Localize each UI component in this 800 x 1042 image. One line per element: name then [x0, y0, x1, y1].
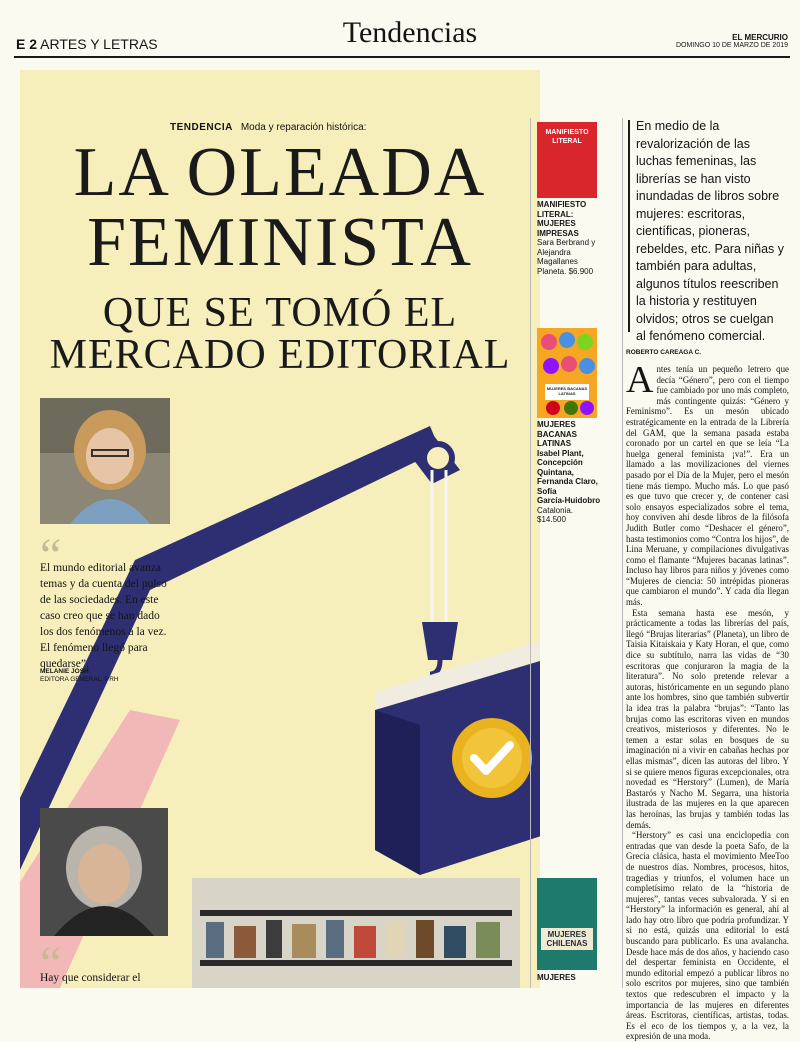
- book-cover-mujeres-chilenas: [537, 878, 597, 970]
- book-1-title-3: MUJERES: [537, 219, 576, 228]
- quote-mark-icon: “: [40, 529, 62, 582]
- portrait-image: [40, 398, 170, 524]
- book-1-publisher: Planeta. $6.900: [537, 266, 594, 276]
- book-caption-3: [537, 973, 621, 983]
- crane-pulley: [424, 444, 452, 472]
- body-paragraph-1: ntes tenía un pequeño letrero que decía “Género”, pero con el tiempo fue cambiado por uno más completo, más contingente quizás: “Género y Feminismo”. Es un mesón ubicado estratégicamente en la entrada de la Librería del GAM, que la semana pasada estaba coronado por un cartel en que se leía “La huelga general feminista ¡va!”. Era un llamado a las movilizaciones del viernes pasado por el Día de la Mujer, pero el mesón tiene más tiempo. Mucho más. Lo que pasó es que tuvo que crecer y, de contener casi solo ensayos especializados sobre el tema, hoy conviven ahí desde libros de la filósofa Judith Butler como “Deshacer el género”, hasta testimonios como “Contra los hijos”, de Lina Meruane, y compilaciones divulgativas como el flamante “Mujeres bacanas latinas”. Incluso hay libros para niños y jóvenes como “Mujeres de ciencia: 50 intrépidas pioneras que cambiaron el mundo”. Y cada día llegan más.: [626, 364, 789, 608]
- book-2-author-6: García-Huidobro: [537, 496, 601, 505]
- publication-date: DOMINGO 10 DE MARZO DE 2019: [675, 42, 788, 49]
- book-1-author-3: Magallanes: [537, 257, 578, 266]
- column-divider: [622, 118, 623, 988]
- book-3-title-1: MUJERES: [537, 973, 576, 982]
- byline: ROBERTO CAREAGA C.: [626, 349, 702, 356]
- book-2-price: $14.500: [537, 515, 566, 524]
- book-cover-mujeres-bacanas: [537, 328, 597, 418]
- book-caption-1: [537, 200, 621, 276]
- kicker-label: TENDENCIA: [170, 122, 233, 133]
- kicker: [170, 122, 366, 133]
- portrait-image: [40, 808, 168, 936]
- section-name: ARTES Y LETRAS: [40, 36, 158, 52]
- headline-line-2: FEMINISTA: [87, 204, 473, 281]
- book-2-title-2: BACANAS: [537, 429, 577, 439]
- quote-1-role: EDITORA GENERAL, PRH: [40, 676, 119, 683]
- book-2-title-1: MUJERES: [537, 420, 576, 429]
- book-caption-2: [537, 420, 621, 525]
- page-number: E 2: [16, 36, 38, 52]
- subheadline-line-1: QUE SE TOMÓ EL: [102, 290, 458, 336]
- drop-cap: A: [626, 359, 654, 401]
- book-1-author-2: Alejandra: [537, 247, 571, 257]
- book-cover-text: MANIFIESTO LITERAL: [545, 129, 589, 145]
- article-lede: En medio de la revalorización de las luchas femeninas, las librerías se han visto inundadas de libros sobre mujeres: escritoras, científicas, pioneras, rebeldes, etc. Para niñas y también para adultas, algunos títulos reescriben la historia y restituyen olvidos; otros se cuelgan al fenómeno comercial.: [636, 119, 784, 343]
- book-cover-text: MUJERES CHILENAS: [541, 928, 593, 950]
- book-2-author-2: Concepción: [537, 458, 583, 467]
- column-divider: [530, 118, 531, 988]
- headline: [20, 134, 540, 281]
- body-paragraph-3: “Herstory” es casi una enciclopedia con entradas que van desde la poeta Safo, de la Grecia clásica, hasta el movimiento MeeToo de nuestros días. Nombres, procesos, hitos, tragedias y triunfos, el volumen hace un completísimo relato de la “historia de mujeres”, tantas veces subvalorada. Y si en “Herstory” la información es general, ahí al lado hay otro libro que podría profundizar. Y si no está, quizás una editorial lo está buscando para publicarlo. Es una avalancha. Desde hace más de dos años, y haciendo caso del despertar feminista en Occidente, el mundo editorial empezó a publicar libros no solo escritos por mujeres, sino que también textos que redescubren el impacto y la importancia de las mujeres en diferentes áreas. Escritoras, científicas, artistas, todas. Es el eco de los tiempos y, a la vez, la expresión de una moda.: [626, 830, 789, 1042]
- book-1-title-2: LITERAL:: [537, 209, 574, 219]
- subheadline: [20, 292, 540, 376]
- quote-1-credit: [40, 668, 170, 684]
- header-rule: [14, 56, 790, 58]
- book-1-title-4: IMPRESAS: [537, 228, 579, 238]
- pull-quote-1: El mundo editorial avanza temas y da cuenta del pulso de las sociedades. En este caso creo que se han dado los dos fenómenos a la vez. El fenómeno llegó para quedarse”.: [40, 562, 167, 670]
- pull-quote-2: Hay que considerar el: [40, 972, 141, 984]
- portrait-photo-2: [40, 808, 168, 936]
- crane-hook: [422, 622, 458, 660]
- book-1-title-1: MANIFIESTO: [537, 200, 587, 209]
- subheadline-line-2: MERCADO EDITORIAL: [49, 332, 511, 378]
- book-spine: [375, 710, 420, 875]
- book-cover-art: [537, 328, 597, 418]
- book-2-author-4: Fernanda Claro,: [537, 477, 598, 486]
- quote-mark-icon: “: [40, 937, 62, 990]
- kicker-text: Moda y reparación histórica:: [240, 122, 367, 133]
- book-2-publisher: Catalonia.: [537, 505, 574, 515]
- book-2-author-3: Quintana,: [537, 467, 574, 477]
- book-cover-manifiesto-literal: [537, 122, 597, 198]
- publication-info: [676, 34, 788, 50]
- portrait-photo-melanie-josh: [40, 398, 170, 524]
- book-cover-text: MUJERES BACANAS LATINAS: [546, 386, 588, 396]
- quote-1-name: MELANIE JOSH: [40, 668, 89, 675]
- book-1-author-1: Sara Berbrand y: [537, 238, 596, 247]
- section-title: Tendencias: [342, 16, 478, 49]
- book-2-title-3: LATINAS: [537, 439, 572, 448]
- headline-line-1: LA OLEADA: [73, 134, 487, 211]
- book-2-author-5: Sofía: [537, 486, 557, 496]
- publication-name: EL MERCURIO: [732, 33, 788, 42]
- body-paragraph-2: Esta semana hasta ese mesón, y prácticamente a todas las librerías del país, llegó “Brujas literarias” (Planeta), un libro de Taisia Kitaiskaia y Katy Horan, el que, como dice su subtítulo, narra las vidas de “30 escritoras que conjuraron la magia de la literatura”. No solo pretende relevar a autoras, históricamente en un segundo plano ante los hombres, sino que también subvertir la idea tras la palabra “brujas”: “Tanto las brujas como las escritoras viven en mundos creativos, misteriosos y diferentes. No le temen a estar solas en bosques de su imaginación ni a vivir en cabañas hechas por ellas mismas”, dicen las autoras del libro. Y si se quiere menos figuras excepcionales, otra novedad es “Herstory” (Lumen), de María Bastarós y Nacho M. Segarra, una historia ilustrada de las mujeres en la que aparecen las heroínas, las brujas y también todas las demás.: [626, 607, 789, 830]
- article-body: [626, 359, 789, 1042]
- book-2-author-1: Isabel Plant,: [537, 448, 584, 458]
- lede-rule: [628, 120, 630, 332]
- page-folio: [16, 36, 158, 52]
